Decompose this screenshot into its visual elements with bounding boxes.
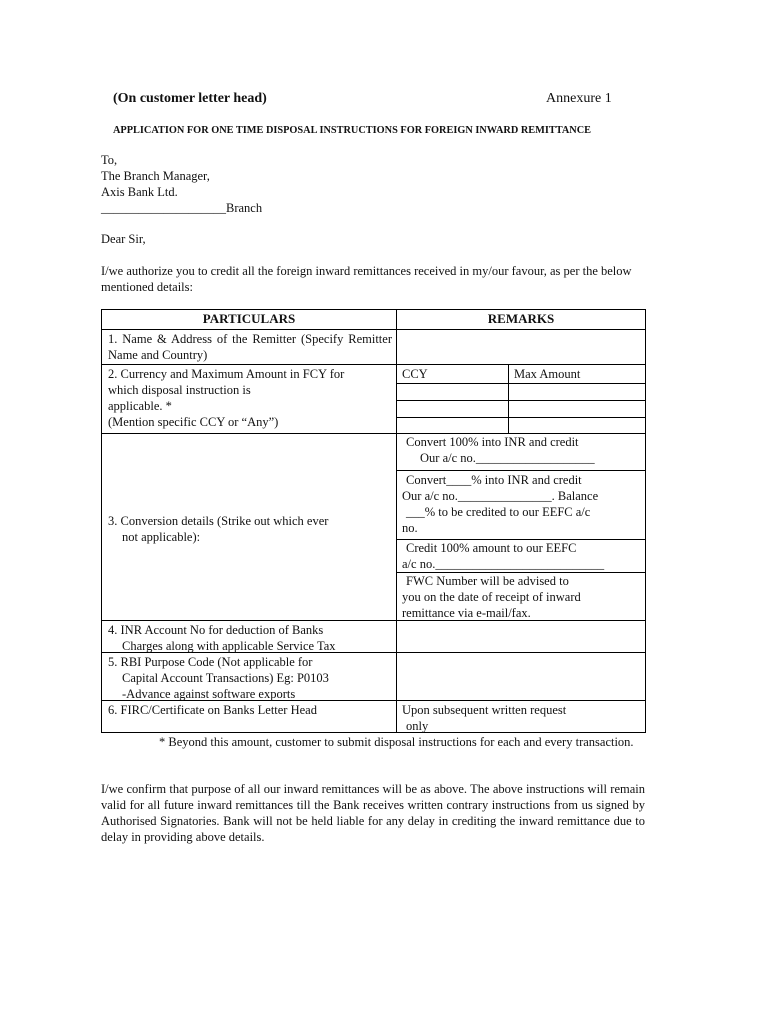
letter-head-note: (On customer letter head) xyxy=(113,91,267,106)
max-amount-label: Max Amount xyxy=(514,367,581,381)
conversion-option-1: Convert 100% into INR and credit Our a/c no.___________________ xyxy=(406,435,595,465)
annexure-label: Annexure 1 xyxy=(546,91,612,106)
confirmation-paragraph: I/we confirm that purpose of all our inward remittances will be as above. The above instructions will remain valid for all future inward remittances till the Bank receives written contrary instructions from us signed by Authorised Signatories. Bank will not be held liable for any delay in crediting the inward remittance due to delay in providing above details. xyxy=(101,782,645,844)
address-block xyxy=(101,152,262,216)
salutation: Dear Sir, xyxy=(101,232,146,246)
address-line: To, xyxy=(101,153,118,167)
footnote: * Beyond this amount, customer to submit disposal instructions for each and every transaction. xyxy=(159,735,634,749)
row-2-particular: 2. Currency and Maximum Amount in FCY for which disposal instruction is applicable. * (Mention specific CCY or “Any”) xyxy=(108,367,345,429)
conversion-option-2: Convert____% into INR and credit Our a/c no._______________. Balance ___% to be credited to our EEFC a/c no. xyxy=(402,473,599,535)
conversion-option-4: FWC Number will be advised to you on the date of receipt of inward remittance via e-mail/fax. xyxy=(402,574,581,620)
conversion-option-3: Credit 100% amount to our EEFC a/c no.___________________________ xyxy=(402,541,605,571)
instructions-table xyxy=(101,309,646,733)
intro-paragraph: I/we authorize you to credit all the foreign inward remittances received in my/our favour, as per the below mentioned details: xyxy=(101,264,632,294)
address-line: Axis Bank Ltd. xyxy=(101,185,178,199)
address-line: The Branch Manager, xyxy=(101,169,210,183)
row-1-particular: 1. Name & Address of the Remitter (Specify Remitter Name and Country) xyxy=(108,332,392,362)
ccy-label: CCY xyxy=(402,367,428,381)
column-header-particulars: PARTICULARS xyxy=(202,311,296,326)
row-6-remark: Upon subsequent written request only xyxy=(402,703,567,733)
branch-line: ____________________Branch xyxy=(101,201,263,215)
row-3-particular: 3. Conversion details (Strike out which ever not applicable): xyxy=(108,514,329,544)
document-title: APPLICATION FOR ONE TIME DISPOSAL INSTRUCTIONS FOR FOREIGN INWARD REMITTANCE xyxy=(113,125,592,136)
row-5-particular: 5. RBI Purpose Code (Not applicable for Capital Account Transactions) Eg: P0103 -Advance against software exports xyxy=(108,655,329,701)
row-6-particular: 6. FIRC/Certificate on Banks Letter Head xyxy=(108,703,317,717)
column-header-remarks: REMARKS xyxy=(487,311,555,326)
row-4-particular: 4. INR Account No for deduction of Banks Charges along with applicable Service Tax xyxy=(108,623,336,653)
